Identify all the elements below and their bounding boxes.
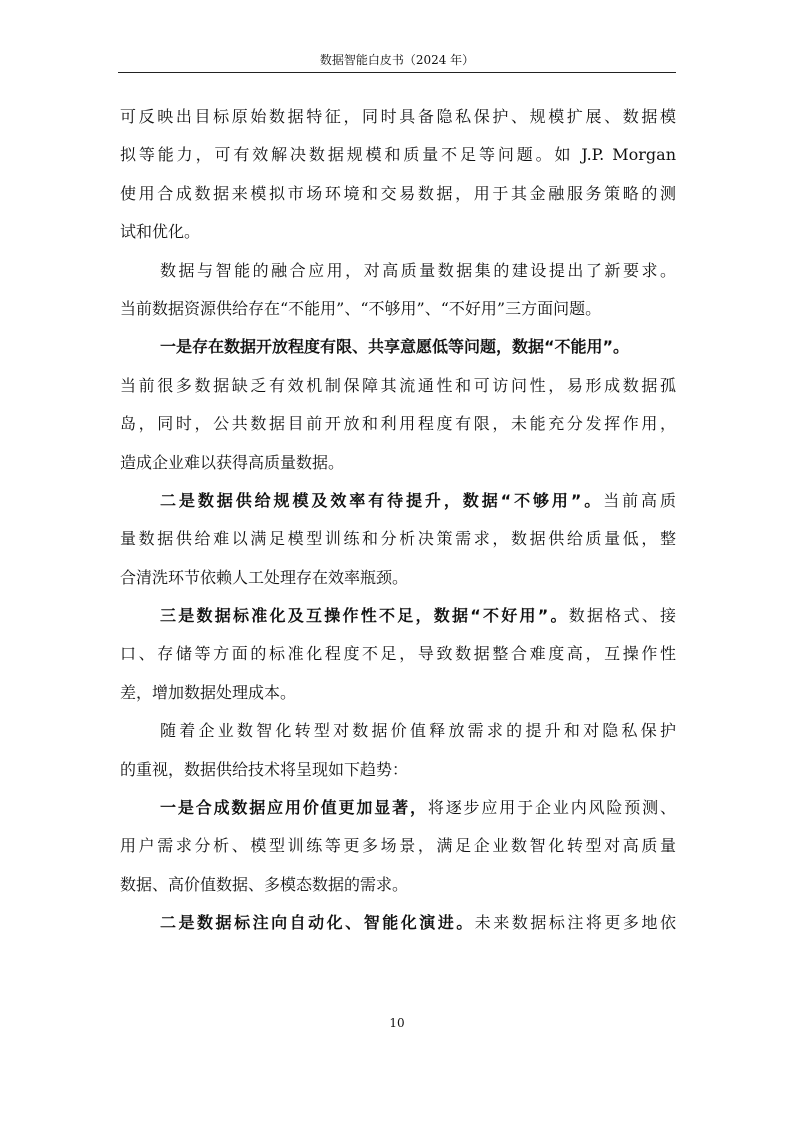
paragraph-not-good	[120, 597, 676, 712]
bold-lead-text: 二是数据供给规模及效率有待提升，数据“不够用”。	[160, 490, 604, 510]
text-line: 当前很多数据缺乏有效机制保障其流通性和可访问性，易形成数据孤	[120, 375, 676, 395]
document-body	[120, 98, 676, 943]
bold-lead-text: 三是数据标准化及互操作性不足，数据“不好用”。	[160, 606, 569, 626]
paragraph-trend-synthetic-data	[120, 789, 676, 904]
paragraph-not-enough	[120, 482, 676, 597]
page-number: 10	[389, 1016, 405, 1030]
text-span: 将逐步应用于企业内风险预测、	[427, 798, 676, 818]
paragraph-synthetic-data-example	[120, 98, 676, 252]
text-line: 当前数据资源供给存在“不能用”、“不够用”、“不好用”三方面问题。	[120, 298, 602, 318]
text-line: 试和优化。	[120, 222, 201, 242]
text-line: 使用合成数据来模拟市场环境和交易数据，用于其金融服务策略的测	[120, 183, 676, 203]
paragraph-new-requirements	[120, 252, 676, 329]
text-line: 数据、高价值数据、多模态数据的需求。	[120, 874, 409, 894]
paragraph-trends-intro	[120, 712, 676, 789]
text-span: 未来数据标注将更多地依	[474, 913, 676, 933]
paragraph-trend-annotation	[120, 904, 676, 942]
text-line	[120, 328, 676, 366]
text-line: 随着企业数智化转型对数据价值释放需求的提升和对隐私保护	[160, 721, 676, 741]
text-line	[120, 482, 676, 520]
paragraph-cannot-use	[120, 328, 676, 482]
text-line: 用户需求分析、模型训练等更多场景，满足企业数智化转型对高质量	[120, 836, 676, 856]
text-span: 当前高质	[603, 490, 676, 510]
text-line: 量数据供给难以满足模型训练和分析决策需求，数据供给质量低，整	[120, 529, 676, 549]
text-line	[120, 789, 676, 827]
text-line: 造成企业难以获得高质量数据。	[120, 452, 345, 472]
text-line: 合清洗环节依赖人工处理存在效率瓶颈。	[120, 567, 409, 587]
text-line	[120, 904, 676, 942]
text-line: 数据与智能的融合应用，对高质量数据集的建设提出了新要求。	[160, 260, 676, 280]
text-line: 可反映出目标原始数据特征，同时具备隐私保护、规模扩展、数据模	[120, 107, 676, 126]
text-span: 数据格式、接	[568, 606, 676, 626]
bold-lead-text: 二是数据标注向自动化、智能化演进。	[160, 913, 475, 933]
text-line: 口、存储等方面的标准化程度不足，导致数据整合难度高，互操作性	[120, 644, 676, 664]
header-divider	[118, 72, 676, 73]
text-line: 拟等能力，可有效解决数据规模和质量不足等问题。如 J.P. Morgan	[120, 145, 676, 165]
text-line	[120, 597, 676, 635]
page-header-title: 数据智能白皮书（2024 年）	[319, 53, 475, 67]
bold-lead-text: 一是合成数据应用价值更加显著，	[160, 798, 428, 818]
text-line: 岛，同时，公共数据目前开放和利用程度有限，未能充分发挥作用，	[120, 414, 676, 434]
text-line: 的重视，数据供给技术将呈现如下趋势：	[120, 759, 409, 779]
bold-lead-text: 一是存在数据开放程度有限、共享意愿低等问题，数据“不能用”。	[160, 337, 630, 357]
text-line: 差，增加数据处理成本。	[120, 682, 297, 702]
